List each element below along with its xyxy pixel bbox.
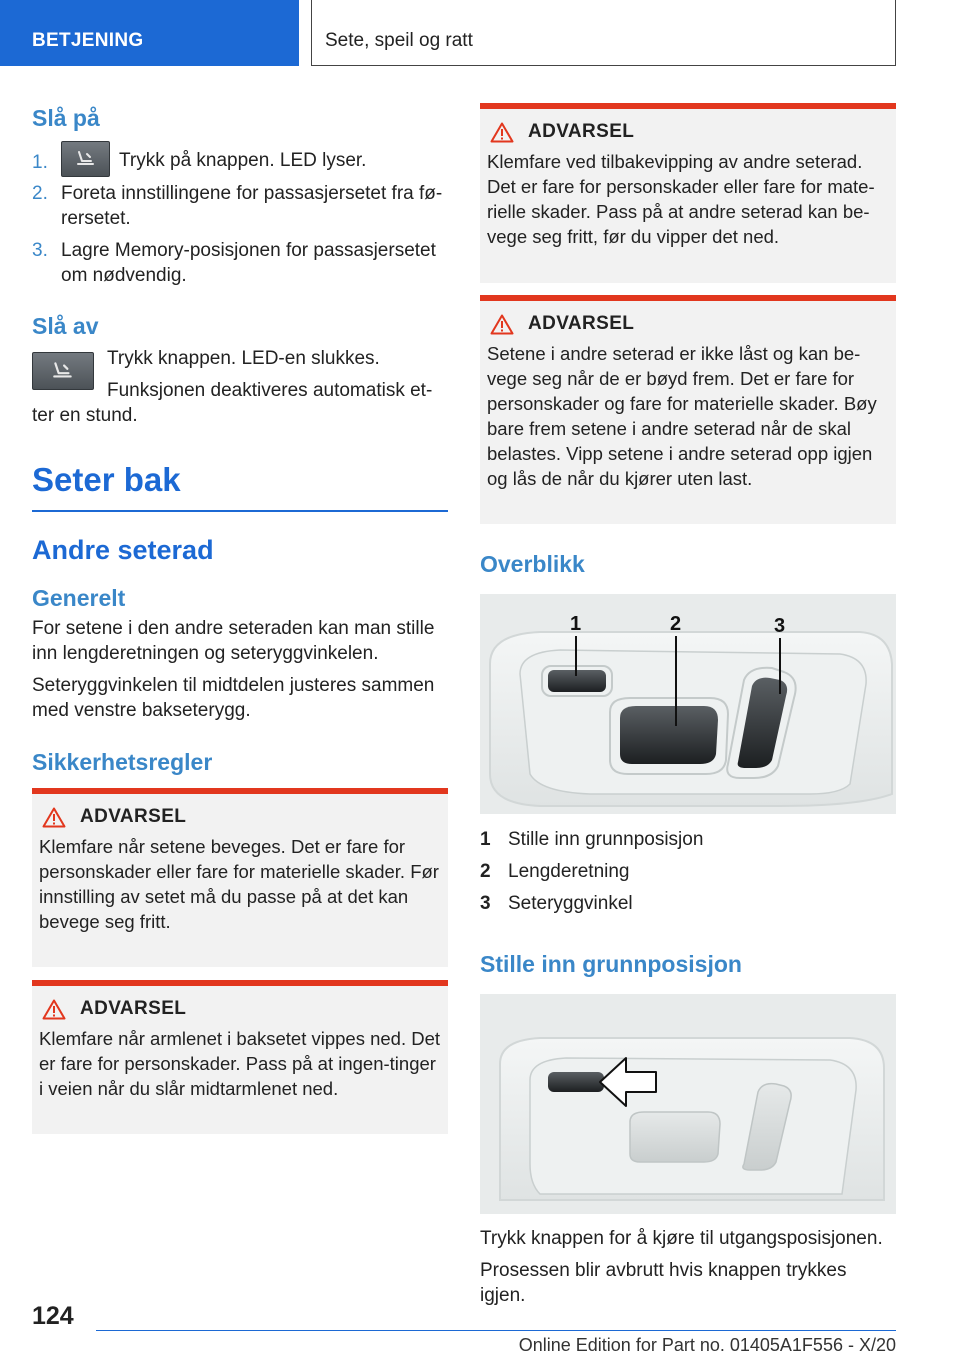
sla-av-text-2: Funksjonen deaktiveres automatisk et-ter en stund. — [32, 380, 433, 427]
warning-triangle-icon — [490, 122, 514, 143]
steps-list — [32, 145, 448, 288]
heading-generelt: Generelt — [32, 585, 126, 612]
warning-title-text: ADVARSEL — [80, 806, 187, 828]
step-text: Foreta innstillingene for passasjersetet fra fø-rersetet. — [61, 183, 443, 230]
chapter-tab[interactable]: Sete, speil og ratt — [311, 0, 896, 66]
right-column — [480, 103, 896, 1308]
sla-av-block — [32, 346, 448, 452]
seat-button-icon — [61, 141, 110, 177]
warning-title-text: ADVARSEL — [80, 998, 187, 1020]
section-tab[interactable]: BETJENING — [0, 0, 299, 66]
warning-triangle-icon — [42, 999, 66, 1020]
legend-number: 2 — [480, 861, 491, 882]
heading-stille-inn-grunnposisjon: Stille inn grunnposisjon — [480, 951, 742, 977]
grunnposisjon-text-1: Trykk knappen for å kjøre til utgangsposisjonen. — [480, 1228, 883, 1249]
generelt-text-2: Seteryggvinkelen til midtdelen justeres sammen med venstre bakseterygg. — [32, 675, 435, 722]
warning-text: Klemfare når armlenet i baksetet vippes ned. Det er fare for personskader. Pass på at ingen-tinger i veien når du slår midtarmlenet ned. — [39, 1028, 441, 1100]
warning-box — [32, 980, 448, 1134]
warning-text: Klemfare når setene beveges. Det er fare for personskader eller fare for materielle skader. Før innstilling av setet må du passe på at det kan bevege seg fritt. — [39, 836, 439, 933]
seat-controls-overview-image — [480, 594, 896, 814]
step-number: 3. — [32, 240, 48, 262]
overview-legend — [480, 824, 896, 920]
warning-text: Klemfare ved tilbakevipping av andre seterad. Det er fare for personskader eller fare for mate-rielle skader. Pass på at andre seterad kan be-vege seg fritt, før du vipper det ned. — [487, 151, 875, 247]
warning-title — [42, 806, 441, 828]
step-text: Trykk på knappen. LED lyser. — [119, 150, 367, 172]
heading-seter-bak: Seter bak — [32, 460, 448, 512]
left-column — [32, 100, 448, 1134]
footer-divider — [96, 1330, 896, 1331]
heading-sla-pa: Slå på — [32, 105, 100, 131]
step-number: 2. — [32, 183, 48, 205]
generelt-text-1: For setene i den andre seteraden kan man stille inn lengderetningen og seteryggvinkelen. — [32, 618, 435, 665]
warning-title — [490, 121, 889, 143]
grunnposisjon-text-2: Prosessen blir avbrutt hvis knappen trykkes igjen. — [480, 1260, 847, 1306]
warning-triangle-icon — [42, 807, 66, 828]
warning-title — [42, 998, 441, 1020]
warning-box — [32, 788, 448, 967]
legend-item — [480, 824, 896, 856]
legend-text: Seteryggvinkel — [508, 893, 633, 914]
list-item — [32, 145, 448, 177]
warning-title-text: ADVARSEL — [528, 313, 635, 334]
warning-box — [480, 103, 896, 283]
step-text: Lagre Memory-posisjonen for passasjersetet om nødvendig. — [61, 240, 436, 287]
legend-item — [480, 888, 896, 920]
edition-text: Online Edition for Part no. 01405A1F556 - X/20 — [518, 1335, 896, 1355]
page-header — [0, 0, 960, 66]
sla-av-text-1: Trykk knappen. LED-en slukkes. — [107, 348, 380, 370]
heading-andre-seterad: Andre seterad — [32, 535, 214, 566]
warning-triangle-icon — [490, 314, 514, 335]
list-item — [32, 238, 448, 288]
warning-text: Setene i andre seterad er ikke låst og kan be-vege seg når de er bøyd frem. Det er fare for personskader og fare for materielle skader. Bøy bare frem setene i andre seterad når de skal belastes. Vipp setene i andre seterad opp igjen og lås de når du kjører uten last. — [487, 343, 877, 489]
legend-item — [480, 856, 896, 888]
warning-title — [490, 313, 889, 335]
callout-2: 2 — [670, 613, 682, 635]
list-item — [32, 181, 448, 231]
heading-sla-av: Slå av — [32, 313, 99, 340]
seat-controls-reset-image — [480, 994, 896, 1214]
legend-text: Stille inn grunnposisjon — [508, 829, 704, 850]
page-number: 124 — [32, 1302, 74, 1330]
callout-1: 1 — [570, 613, 582, 635]
legend-number: 1 — [480, 829, 491, 850]
legend-number: 3 — [480, 893, 491, 914]
seat-controls-illustration — [480, 594, 896, 814]
heading-overblikk: Overblikk — [480, 551, 585, 577]
heading-sikkerhetsregler: Sikkerhetsregler — [32, 749, 213, 776]
seat-icon — [75, 150, 97, 168]
warning-box — [480, 295, 896, 524]
callout-3: 3 — [774, 615, 786, 637]
step-number: 1. — [32, 152, 48, 173]
warning-title-text: ADVARSEL — [528, 121, 635, 142]
reset-button-illustration — [480, 994, 896, 1214]
legend-text: Lengderetning — [508, 861, 630, 882]
